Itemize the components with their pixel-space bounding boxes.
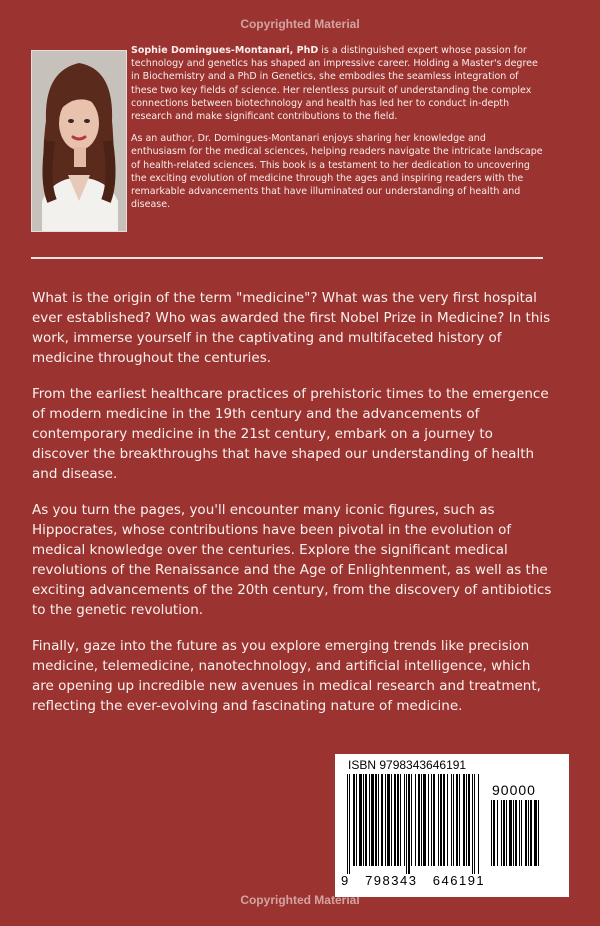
barcode-bar xyxy=(459,774,460,866)
barcode-bar xyxy=(347,774,348,874)
barcode-bar xyxy=(411,774,412,866)
barcode-bar xyxy=(353,774,355,866)
copyright-watermark-top: Copyrighted Material xyxy=(240,17,360,31)
barcode-bar xyxy=(478,774,479,874)
copyright-watermark-bottom: Copyrighted Material xyxy=(240,893,360,907)
barcode-bar xyxy=(418,774,420,866)
barcode-bar xyxy=(440,774,442,866)
price-code: 90000 xyxy=(492,782,536,798)
barcode-bar xyxy=(474,774,475,874)
barcode-bar xyxy=(513,800,514,866)
barcode-bar xyxy=(421,774,422,866)
barcode-bar xyxy=(369,774,370,866)
barcode-bar xyxy=(501,800,502,866)
barcode-bar xyxy=(521,800,522,866)
isbn-barcode xyxy=(335,754,569,897)
barcode-bar xyxy=(509,800,512,866)
barcode-bar xyxy=(472,774,473,874)
barcode-bar xyxy=(468,774,470,866)
barcode-bar xyxy=(381,774,383,866)
barcode-bar xyxy=(515,800,517,866)
barcode-bar xyxy=(497,800,498,866)
description-paragraph-4: Finally, gaze into the future as you explore emerging trends like precision medicine, telemedicine, nanotechnology, and artificial intelligence, which are opening up incredible new avenues in medical research and treatment, reflecting the ever-evolving and fascinating nature of medicine. xyxy=(32,638,541,714)
barcode-bar xyxy=(456,774,458,866)
barcode-bar xyxy=(394,774,396,866)
barcode-bar xyxy=(534,800,537,866)
barcode-bar xyxy=(463,774,465,866)
barcode-bar xyxy=(385,774,386,866)
barcode-bar xyxy=(453,774,454,866)
barcode-bar xyxy=(375,774,377,866)
barcode-bar xyxy=(406,774,407,874)
book-description xyxy=(32,288,552,732)
barcode-bar xyxy=(503,800,505,866)
barcode-bar xyxy=(400,774,401,866)
author-bio-text-1: is a distinguished expert whose passion for technology and genetics has shaped an impressive career. Holding a Master's degree in Biochemistry and a PhD in Genetics, she embodies the seamless integration of these two key fields of science. Her relentless pursuit of understanding the complex connections between biotechnology and health has led her to conduct in-depth research and make significant contributions to the field. xyxy=(131,45,538,123)
barcode-bar xyxy=(528,800,529,866)
isbn-digits: 9 798343 646191 xyxy=(341,873,486,888)
barcode-bar xyxy=(491,800,492,866)
barcode-bar xyxy=(363,774,364,866)
description-paragraph-1: What is the origin of the term "medicine"? What was the very first hospital ever established? Who was awarded the first Nobel Prize in Medicine? In this work, immerse yourself in the captivating and multifaceted history of medicine throughout the centuries. xyxy=(32,290,551,366)
barcode-bar xyxy=(443,774,445,866)
barcode-bar xyxy=(404,774,405,866)
barcode-bar xyxy=(519,800,520,866)
barcode-bar xyxy=(447,774,448,866)
description-paragraph-2: From the earliest healthcare practices of prehistoric times to the emergence of modern medicine in the 19th century and the advancements of contemporary medicine in the 21st century, embark on a journey to discover the breakthroughs that have shaped our understanding of health and disease. xyxy=(32,386,549,482)
barcode-bar xyxy=(397,774,399,866)
barcode-bar xyxy=(525,800,527,866)
author-bio-paragraph-1 xyxy=(131,44,543,123)
ean-barcode-bars xyxy=(347,774,483,874)
author-name: Sophie Domingues-Montanari, PhD xyxy=(131,45,319,56)
author-bio-paragraph-2: As an author, Dr. Domingues-Montanari enjoys sharing her knowledge and enthusiasm for the medical sciences, helping readers navigate the intricate landscape of health-related sciences. This book is a testament to her dedication to uncovering the exciting evolution of medicine through the ages and inspiring readers with the remarkable advancements that have illuminated our understanding of health and disease. xyxy=(131,133,543,211)
section-divider xyxy=(31,257,543,259)
barcode-bar xyxy=(408,774,410,874)
barcode-bar xyxy=(391,774,392,866)
barcode-bar xyxy=(538,800,539,866)
isbn-label: ISBN 9798343646191 xyxy=(348,758,467,772)
barcode-bar xyxy=(466,774,467,866)
barcode-bar xyxy=(428,774,429,866)
author-portrait-image xyxy=(32,51,126,231)
barcode-bar xyxy=(415,774,416,866)
barcode-bar xyxy=(431,774,432,866)
barcode-bar xyxy=(378,774,379,866)
barcode-bar xyxy=(387,774,390,866)
barcode-bar xyxy=(530,800,532,866)
barcode-bar xyxy=(365,774,367,866)
barcode-bar xyxy=(356,774,357,866)
barcode-bar xyxy=(506,800,507,866)
barcode-bar xyxy=(493,800,495,866)
description-paragraph-3: As you turn the pages, you'll encounter many iconic figures, such as Hippocrates, whose contributions have been pivotal in the evolution of medical knowledge over the centuries. Explore the significant medical revolutions of the Renaissance and the Age of Enlightenment, as well as the exciting advancements of the 20th century, from the discovery of antibiotics to the genetic revolution. xyxy=(32,502,552,618)
barcode-bar xyxy=(423,774,426,866)
author-bio xyxy=(131,44,543,220)
barcode-bar xyxy=(359,774,362,866)
barcode-bar xyxy=(433,774,435,866)
addon-barcode-bars xyxy=(491,800,557,874)
barcode-bar xyxy=(349,774,350,874)
barcode-bar xyxy=(451,774,452,866)
barcode-bar xyxy=(438,774,439,866)
barcode-bar xyxy=(371,774,374,866)
author-photo xyxy=(31,50,127,232)
